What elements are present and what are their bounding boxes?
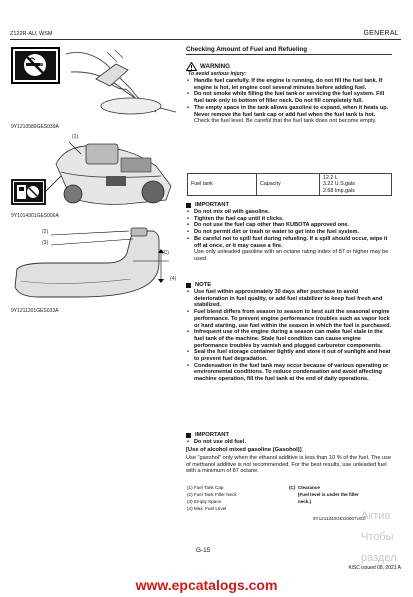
fuel-tank-cell: Fuel tank bbox=[188, 174, 257, 196]
square-bullet-icon bbox=[186, 433, 191, 438]
note-item: • Condensation in the fuel tank may occur because of various operating or environmental conditions. To reduce condensation and avoid affecting machine operation, fill the fuel tank at the end of daily operations. bbox=[186, 363, 392, 383]
warning-label: WARNING bbox=[200, 63, 230, 70]
note-block bbox=[186, 289, 392, 383]
callout-4: (4) bbox=[170, 276, 177, 282]
figure-code: 9Y1014301GES006A bbox=[11, 213, 59, 219]
watermark-line: Чтобы bbox=[361, 531, 394, 543]
warning-item: • The empty space in the tank allows gasoline to expand, when it heats up. Never remove the fuel tank cap or add fuel when the fuel tank is hot. bbox=[186, 105, 392, 118]
header-rule bbox=[10, 39, 401, 40]
important-block bbox=[186, 209, 392, 263]
issued-date: KiSC issued 08, 2021 A bbox=[348, 565, 401, 571]
important-heading bbox=[186, 202, 229, 208]
note-item: • Infrequent use of the engine during a season can make fuel stale in the fuel tank of the machine. Stale fuel condition can cause engine performance troubles by varnish and plugged carburetor components. bbox=[186, 329, 392, 349]
important2-heading bbox=[186, 432, 229, 438]
legend-item: (3) Empty Space bbox=[187, 499, 222, 504]
important2-item: • Do not use old fuel. bbox=[186, 439, 392, 446]
note-item: • Fuel blend differs from season to season to best suit the seasonal engine performance. To prevent engine performance troubles such as vapor lock or hard starting, use fuel within the season in which the fuel is purchased. bbox=[186, 309, 392, 329]
gasohol-text: Use "gasohol" only when the ethanol additive is less than 10 % of the fuel. The use of methanol additive is not recommended. For the best results, use unleaded fuel with a minimum of 87 octane. bbox=[186, 455, 392, 475]
warning-subtitle: To avoid serious injury: bbox=[188, 71, 247, 77]
manual-model: Z122R-AU, WSM bbox=[10, 31, 53, 37]
note-label: NOTE bbox=[195, 282, 212, 288]
figure-code: 9Y1211201GES033A bbox=[11, 308, 59, 314]
warning-triangle-icon bbox=[186, 62, 197, 71]
warning-item: • Handle fuel carefully. If the engine is running, do not fill the fuel tank. If engine is hot, let engine cool several minutes before adding fuel. bbox=[186, 78, 392, 91]
note-heading bbox=[186, 282, 211, 288]
important-item: • Do not mix oil with gasoline. bbox=[186, 209, 392, 216]
important2-block bbox=[186, 439, 392, 446]
figure-mower-label bbox=[11, 134, 180, 218]
capacity-cell: Capacity bbox=[257, 174, 320, 196]
legend-item: (2) Fuel Tank Filler Neck bbox=[187, 492, 237, 497]
note-item: • Seal the fuel storage container tightly and store it out of sunlight and heat to prevent fuel degradation. bbox=[186, 349, 392, 362]
figure-code: 9Y1210589GES039A bbox=[11, 124, 59, 130]
important-item: • Do not permit dirt or trash or water to get into the fuel system. bbox=[186, 229, 392, 236]
check-text: Check the fuel level. Be careful that the fuel tank does not become empty. bbox=[194, 118, 377, 125]
figure-no-smoking bbox=[11, 44, 180, 132]
capacity-us-gals: 3.22 U.S.gals bbox=[323, 181, 355, 188]
legend-item: neck.) bbox=[289, 499, 312, 504]
note-item: • Use fuel within approximately 30 days after purchase to avoid deterioration in fuel quality, or add fuel stabilizer to keep fuel fresh and stabilized. bbox=[186, 289, 392, 309]
legend-item: (4) Max. Fuel Level bbox=[187, 506, 227, 511]
watermark-line: раздел bbox=[361, 552, 397, 564]
capacity-values-cell bbox=[320, 174, 392, 196]
warning-item: • Do not smoke while filling the fuel tank or servicing the fuel system. Fill fuel tank only to bottom of filler neck. Do not fill completely full. bbox=[186, 91, 392, 104]
section-title: Checking Amount of Fuel and Refueling bbox=[186, 46, 308, 53]
important-item: • Tighten the fuel cap until it clicks. bbox=[186, 216, 392, 223]
callout-2: (2) bbox=[42, 229, 49, 235]
fuel-capacity-table bbox=[187, 173, 392, 196]
square-bullet-icon bbox=[186, 203, 191, 208]
important2-label: IMPORTANT bbox=[195, 432, 230, 438]
callout-1: (1) bbox=[72, 134, 79, 140]
section-heading: GENERAL bbox=[363, 30, 399, 37]
legend-right bbox=[289, 484, 359, 505]
capacity-liters: 12.2 L bbox=[323, 175, 338, 181]
gasohol-title: [Use of alcohol mixed gasoline (Gasohol)] bbox=[186, 447, 302, 453]
important-item: • Be careful not to spill fuel during refueling. If a spill should occur, wipe it off at once, or it may cause a fire. bbox=[186, 236, 392, 249]
page-number: G-15 bbox=[196, 547, 211, 554]
legend-item: (1) Fuel Tank Cap bbox=[187, 485, 224, 490]
title-rule bbox=[186, 54, 392, 55]
warning-list-block bbox=[186, 78, 392, 125]
callout-3: (3) bbox=[42, 240, 49, 246]
legend-item: (C) Clearance bbox=[289, 485, 320, 490]
important-tail: Use only unleaded gasoline with an octane rating index of 87 or higher may be used. bbox=[194, 249, 389, 262]
watermark bbox=[361, 506, 413, 569]
legend-left bbox=[187, 484, 237, 512]
square-bullet-icon bbox=[186, 283, 191, 288]
callout-c: (C) bbox=[162, 250, 169, 256]
watermark-line: Актив bbox=[361, 510, 391, 522]
capacity-imp-gals: 2.68 Imp.gals bbox=[323, 187, 355, 194]
legend-item: (Fuel level is under the filler bbox=[289, 492, 359, 497]
important-item: • Do not use the fuel cap other than KUBOTA approved one. bbox=[186, 222, 392, 229]
important-label: IMPORTANT bbox=[195, 202, 230, 208]
site-link[interactable]: www.epcatalogs.com bbox=[135, 577, 278, 593]
figure-fuel-tank bbox=[11, 223, 180, 315]
reference-code: 9Y1211342GEG0007US0 bbox=[313, 516, 366, 521]
warning-heading bbox=[186, 62, 230, 71]
